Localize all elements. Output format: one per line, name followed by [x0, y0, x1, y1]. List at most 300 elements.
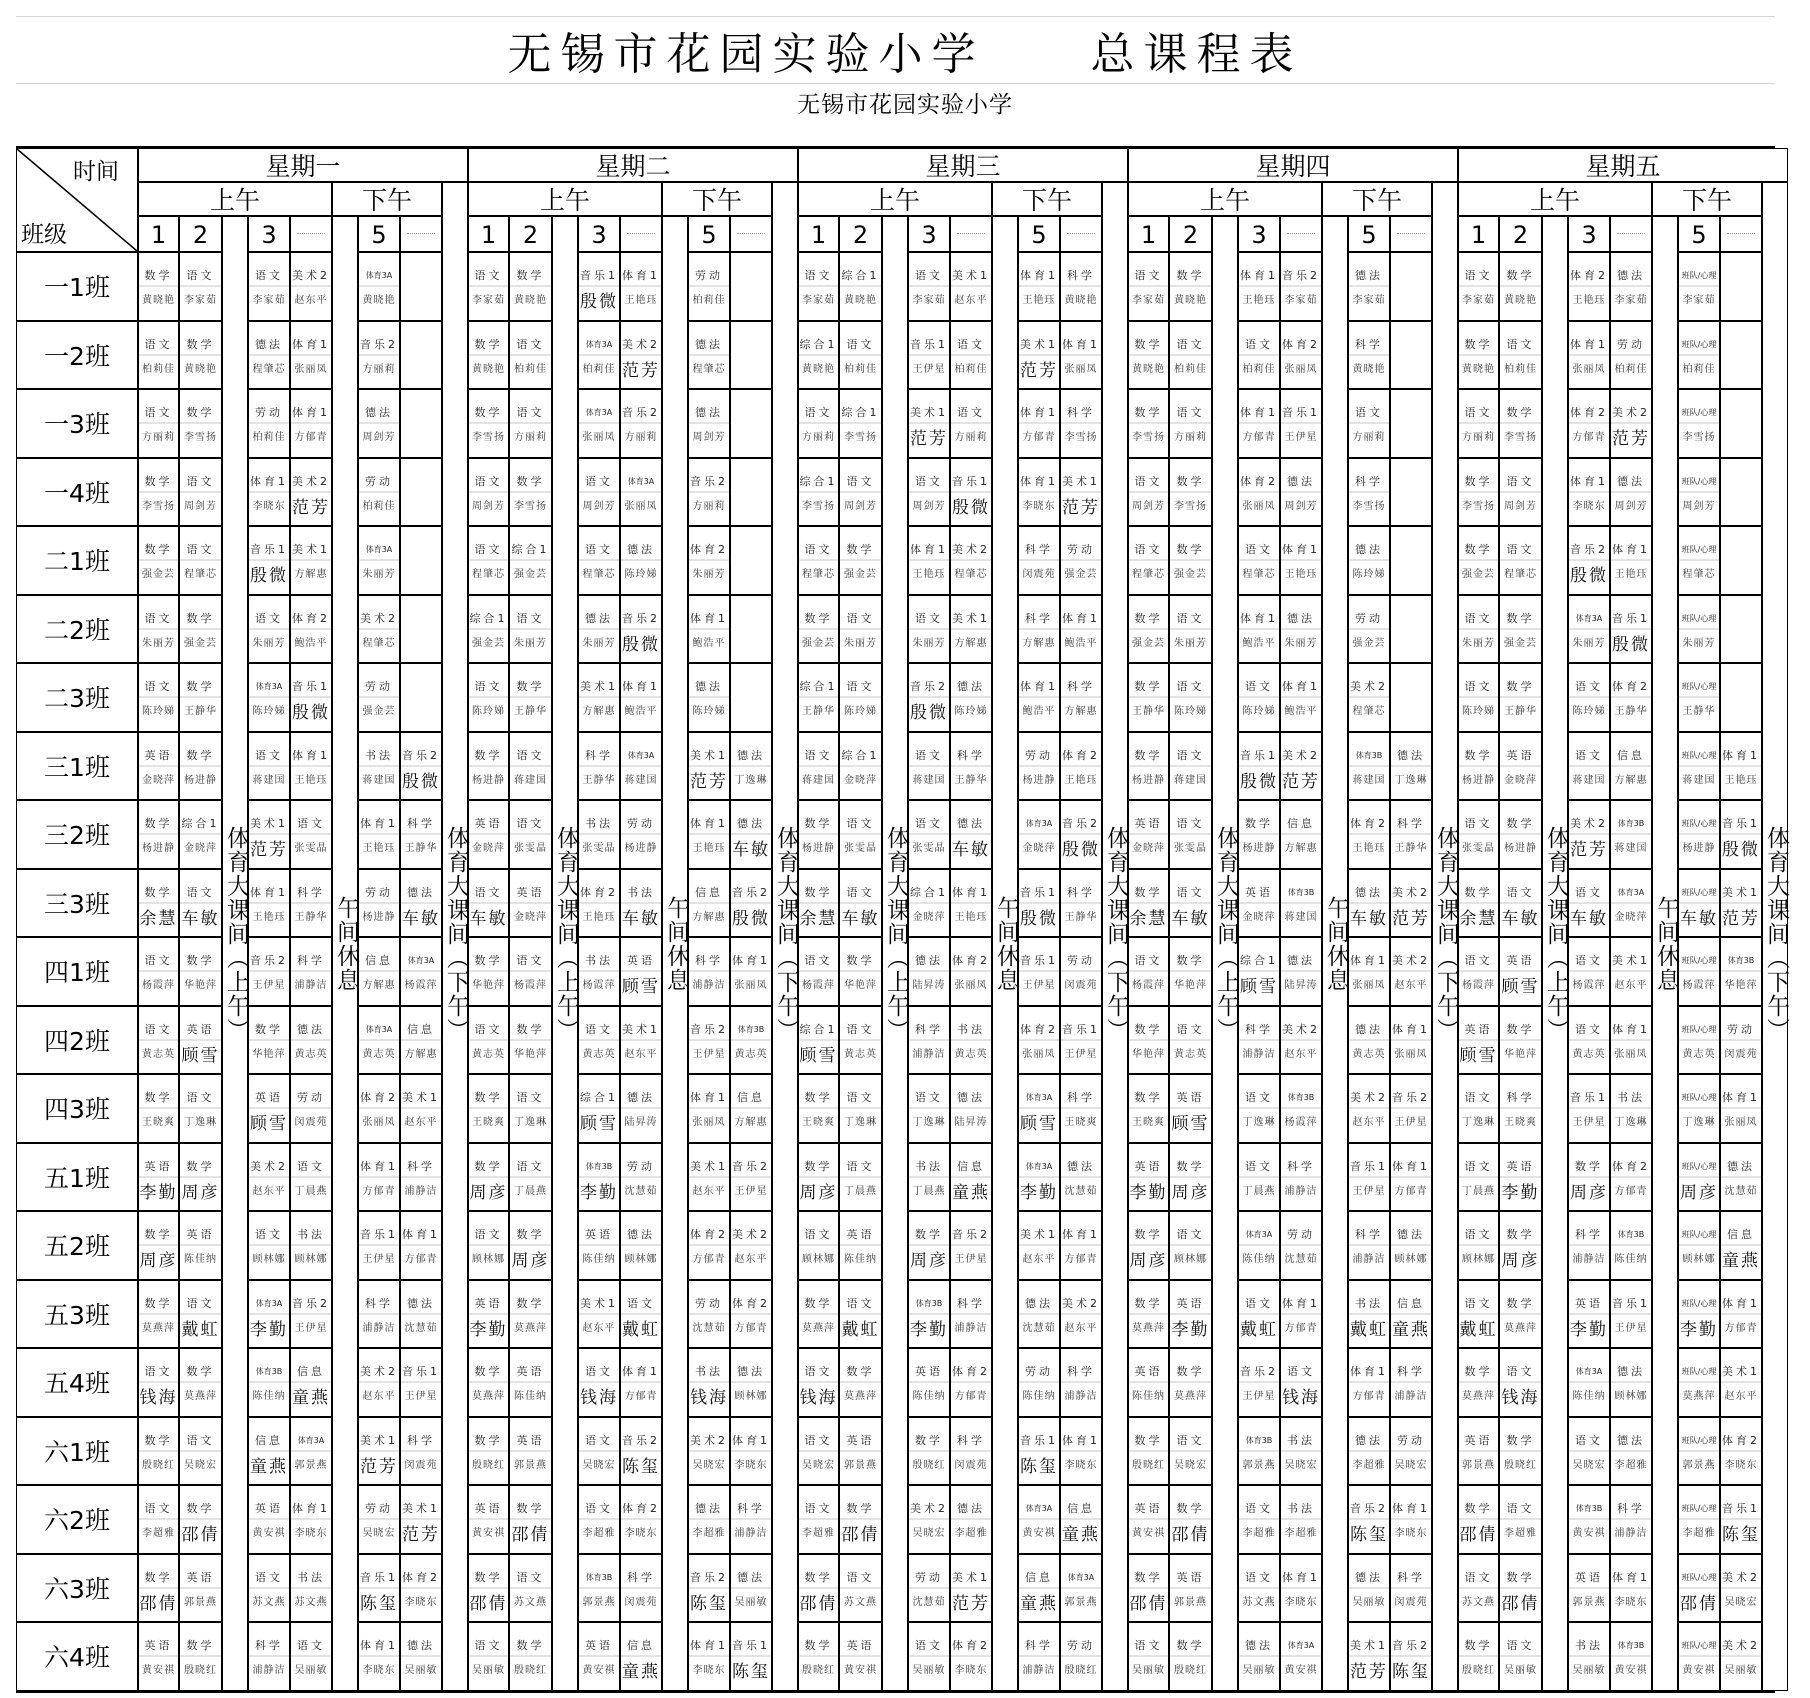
lesson-teacher: 王静华	[1394, 843, 1428, 854]
cell-divider	[1500, 422, 1541, 424]
lesson-teacher: 张丽凤	[1284, 363, 1318, 375]
lesson-cell	[1128, 595, 1169, 664]
lesson-cell	[290, 595, 332, 664]
lesson-cell	[1720, 1417, 1762, 1486]
lesson-teacher: 黄志英	[362, 1048, 396, 1060]
lesson-teacher: 蒋建国	[514, 774, 547, 786]
cell-divider	[401, 1107, 441, 1109]
lesson-teacher: 杨进静	[1682, 843, 1716, 854]
lesson-subject: 数学	[255, 1022, 283, 1036]
cell-divider	[840, 1244, 881, 1246]
lesson-subject: 美术1	[952, 1570, 990, 1584]
lesson-subject: 语文	[186, 1296, 215, 1310]
lesson-cell	[950, 389, 992, 458]
lesson-subject: 语文	[1355, 406, 1383, 419]
lesson-cell	[1720, 1485, 1762, 1554]
lesson-teacher: 范芳	[690, 771, 728, 792]
cell-divider	[579, 970, 619, 972]
lesson-subject: 语文	[804, 269, 833, 282]
lesson-teacher: 陈玲娣	[954, 706, 988, 717]
lesson-subject: 数学	[1134, 1228, 1163, 1241]
cell-divider	[1170, 833, 1211, 835]
lesson-subject: 语文	[516, 1159, 545, 1173]
lesson-subject: 数学	[186, 611, 215, 625]
lesson-cell	[578, 732, 620, 801]
lesson-subject: 书法	[297, 1228, 325, 1241]
lesson-cell	[1678, 1143, 1720, 1212]
lesson-teacher: 黄志英	[1352, 1048, 1386, 1060]
lesson-subject: 德法	[1287, 954, 1315, 967]
lesson-cell	[179, 1622, 222, 1691]
lesson-teacher: 车敏	[732, 840, 770, 860]
lesson-cell	[179, 595, 222, 664]
lesson-subject: 语文	[297, 1159, 325, 1173]
lesson-subject: 体育1	[250, 474, 288, 488]
lesson-cell	[1169, 1280, 1212, 1349]
lesson-teacher: 方解惠	[404, 1048, 438, 1060]
lesson-subject: 数学	[474, 1365, 503, 1378]
lesson-teacher: 吴晓宏	[1572, 1459, 1606, 1471]
lesson-teacher: 柏莉佳	[582, 363, 616, 375]
lesson-teacher: 方郁青	[1022, 432, 1056, 443]
lesson-cell	[1280, 1143, 1322, 1212]
cell-divider	[689, 1039, 729, 1041]
lesson-subject: 数学	[804, 817, 833, 830]
lesson-teacher: 车敏	[1501, 908, 1540, 929]
lesson-cell	[1458, 1211, 1499, 1280]
lesson-subject: 数学	[186, 954, 215, 967]
lesson-teacher: 童燕	[1062, 1525, 1100, 1545]
lesson-cell	[730, 869, 772, 938]
lesson-teacher: 黄晓艳	[1174, 295, 1207, 306]
lesson-cell	[138, 1143, 179, 1212]
lesson-cell	[138, 252, 179, 321]
lesson-cell	[950, 595, 992, 664]
lesson-teacher: 王伊星	[1064, 1048, 1098, 1060]
cell-divider	[840, 1039, 881, 1041]
lesson-teacher: 邵倩	[841, 1525, 880, 1545]
day-header-3: 星期三	[798, 148, 1128, 182]
lesson-cell	[1238, 321, 1280, 390]
lesson-subject: 美术2	[292, 269, 330, 282]
lesson-cell	[1458, 1622, 1499, 1691]
lesson-cell	[1060, 1006, 1102, 1075]
cell-divider	[909, 354, 949, 356]
lesson-subject: 美术2	[1062, 1296, 1100, 1310]
lesson-cell	[1238, 526, 1280, 595]
lesson-cell	[578, 1348, 620, 1417]
cell-divider	[401, 1244, 441, 1246]
lesson-teacher: 戴虹	[1350, 1319, 1388, 1340]
lesson-teacher: 莫燕萍	[1174, 1391, 1207, 1402]
lesson-cell	[1238, 1417, 1280, 1486]
lesson-teacher: 范芳	[292, 497, 330, 518]
lesson-teacher: 柏莉佳	[1682, 363, 1716, 375]
period-header-5: 5	[1678, 216, 1720, 252]
lesson-subject: 数学	[474, 337, 503, 351]
lesson-teacher: 浦静洁	[1614, 1528, 1648, 1539]
lesson-cell	[1238, 1622, 1280, 1691]
cell-divider	[1019, 559, 1059, 561]
lesson-cell	[1568, 1280, 1610, 1349]
lesson-teacher: 李超雅	[1504, 1528, 1537, 1539]
lesson-teacher: 黄晓艳	[1132, 363, 1165, 375]
lesson-cell	[138, 1485, 179, 1554]
cell-divider	[951, 354, 991, 356]
lesson-subject: 班队/心理	[1681, 1093, 1717, 1102]
lesson-teacher: 程肇芯	[1132, 569, 1165, 580]
lesson-cell	[798, 1622, 839, 1691]
cell-divider	[1170, 765, 1211, 767]
class-label: 五2班	[16, 1211, 138, 1280]
lesson-subject: 综合1	[1240, 954, 1278, 967]
lesson-teacher: 吴晓宏	[1724, 1596, 1758, 1608]
lesson-subject: 科学	[957, 748, 985, 762]
cell-divider	[469, 1381, 508, 1383]
blank-period-placeholder	[1617, 233, 1645, 234]
lesson-teacher: 浦静洁	[1064, 1391, 1098, 1402]
lesson-teacher: 顾林娜	[734, 1391, 768, 1402]
lesson-subject: 班队/心理	[1681, 476, 1717, 486]
lesson-cell	[400, 1622, 442, 1691]
cell-divider	[689, 491, 729, 493]
lesson-subject: 音乐1	[732, 1639, 770, 1652]
cell-divider	[621, 1039, 661, 1041]
lesson-teacher: 杨进静	[1022, 774, 1056, 786]
lesson-subject: 语文	[804, 543, 833, 556]
lesson-subject: 语文	[474, 474, 503, 488]
lesson-subject: 音乐2	[910, 680, 948, 693]
lesson-subject: 美术2	[910, 1502, 948, 1515]
cell-divider	[840, 970, 881, 972]
afternoon-break-label: 体育大课间（下午）	[1103, 826, 1129, 1042]
cell-divider	[180, 1587, 221, 1589]
cell-divider	[1679, 1039, 1719, 1041]
cell-divider	[1721, 1587, 1761, 1589]
lesson-subject: 语文	[915, 474, 943, 488]
lesson-cell	[509, 800, 552, 869]
lesson-subject: 语文	[1464, 680, 1493, 693]
lesson-cell	[1128, 1143, 1169, 1212]
lesson-cell	[468, 595, 509, 664]
lesson-teacher: 柏莉佳	[142, 363, 175, 375]
lesson-teacher: 李雪扬	[1462, 500, 1495, 512]
lesson-cell	[908, 937, 950, 1006]
lesson-subject: 体育3A	[1245, 1230, 1273, 1239]
cell-divider	[1281, 559, 1321, 561]
cell-divider	[579, 1039, 619, 1041]
lesson-cell	[578, 1280, 620, 1349]
cell-divider	[1611, 559, 1651, 561]
lesson-teacher: 殷微	[952, 497, 990, 518]
lesson-cell	[688, 1280, 730, 1349]
lesson-teacher: 强金芸	[844, 569, 877, 580]
lesson-teacher: 方郁青	[1242, 432, 1276, 443]
lesson-teacher: 金晓萍	[1614, 911, 1648, 923]
lesson-cell	[1280, 595, 1322, 664]
lesson-subject: 语文	[1134, 269, 1163, 282]
lesson-cell	[730, 1074, 772, 1143]
lesson-teacher: 吴晓宏	[692, 1459, 726, 1471]
lesson-teacher: 苏文燕	[1242, 1596, 1276, 1608]
cell-divider	[1129, 1039, 1168, 1041]
lesson-subject: 语文	[297, 817, 325, 830]
lesson-cell	[1280, 252, 1322, 321]
lesson-subject: 语文	[846, 1091, 875, 1104]
lesson-cell	[1678, 800, 1720, 869]
morning-header: 上午	[798, 182, 992, 216]
lesson-cell	[620, 526, 662, 595]
lesson-teacher: 朱丽芳	[362, 569, 396, 580]
lesson-subject: 体育2	[580, 885, 618, 899]
cell-divider	[909, 1587, 949, 1589]
lesson-teacher: 陈玺	[732, 1662, 770, 1682]
period-header-3: 3	[1568, 216, 1610, 252]
lesson-cell	[400, 1417, 442, 1486]
lesson-subject: 语文	[1176, 680, 1205, 693]
lesson-cell	[908, 663, 950, 732]
lesson-teacher: 丁逸琳	[912, 1117, 946, 1128]
lesson-cell	[950, 1074, 992, 1143]
lesson-subject: 科学	[1025, 543, 1053, 556]
lesson-cell	[688, 1143, 730, 1212]
lesson-teacher: 杨霞萍	[1284, 1117, 1318, 1128]
lesson-subject: 数学	[516, 1228, 545, 1241]
lesson-cell	[1458, 252, 1499, 321]
lesson-teacher: 顾林娜	[1682, 1254, 1716, 1265]
lesson-cell	[1678, 1417, 1720, 1486]
cell-divider	[249, 354, 289, 356]
lesson-teacher: 沈慧茹	[692, 1322, 726, 1334]
lesson-subject: 德法	[737, 817, 765, 830]
lesson-cell	[1169, 800, 1212, 869]
cell-divider	[1281, 696, 1321, 698]
period-header-5: 5	[1348, 216, 1390, 252]
lesson-cell	[509, 458, 552, 527]
cell-divider	[1019, 970, 1059, 972]
lesson-subject: 语文	[255, 269, 283, 282]
lesson-cell	[138, 526, 179, 595]
cell-divider	[1019, 285, 1059, 287]
lesson-teacher: 顾雪	[181, 1045, 220, 1066]
lesson-subject: 英语	[1464, 1433, 1493, 1447]
cell-divider	[1349, 833, 1389, 835]
lesson-cell	[839, 937, 882, 1006]
lesson-teacher: 邵倩	[1459, 1525, 1498, 1545]
lesson-subject: 体育2	[952, 1365, 990, 1378]
cell-divider	[1281, 833, 1321, 835]
lesson-teacher: 周剑芳	[472, 500, 505, 512]
lesson-subject: 数学	[1464, 474, 1493, 488]
lesson-teacher: 黄志英	[142, 1048, 175, 1060]
lesson-teacher: 金晓萍	[844, 774, 877, 786]
cell-divider	[1721, 1381, 1761, 1383]
cell-divider	[1281, 491, 1321, 493]
class-label: 一2班	[16, 321, 138, 390]
lesson-teacher: 李晓东	[1284, 1596, 1318, 1608]
cell-divider	[359, 1655, 399, 1657]
lesson-cell	[1060, 1348, 1102, 1417]
cell-divider	[1679, 285, 1719, 287]
lesson-cell	[1169, 526, 1212, 595]
lesson-subject: 信息	[407, 1022, 435, 1036]
lesson-subject: 语文	[1245, 680, 1273, 693]
lesson-cell	[468, 1006, 509, 1075]
lesson-subject: 科学	[1067, 680, 1095, 693]
lesson-subject: 德法	[695, 1502, 723, 1515]
lesson-teacher: 方郁青	[1614, 1185, 1648, 1197]
lesson-cell	[179, 321, 222, 390]
lesson-subject: 音乐1	[1282, 406, 1320, 419]
lesson-cell	[1060, 1211, 1102, 1280]
lesson-subject: 体育1	[1612, 543, 1650, 556]
cell-divider	[689, 1244, 729, 1246]
lesson-subject: 书法	[1355, 1296, 1383, 1310]
lesson-subject: 数学	[1176, 474, 1205, 488]
lesson-subject: 劳动	[695, 1296, 723, 1310]
lesson-subject: 数学	[1506, 1228, 1535, 1241]
lesson-teacher: 范芳	[1392, 908, 1430, 929]
lesson-subject: 班队/心理	[1681, 1435, 1717, 1445]
lesson-teacher: 吴晓宏	[1284, 1459, 1318, 1471]
lesson-subject: 语文	[1575, 680, 1603, 693]
lesson-cell	[400, 252, 442, 321]
period-header-3: 3	[248, 216, 290, 252]
cell-divider	[1611, 1587, 1651, 1589]
lesson-subject: 信息	[957, 1159, 985, 1173]
cell-divider	[951, 1518, 991, 1520]
lesson-subject: 科学	[737, 1502, 765, 1515]
lesson-subject: 科学	[1245, 1022, 1273, 1036]
cell-divider	[1679, 1244, 1719, 1246]
lesson-teacher: 金晓萍	[1504, 774, 1537, 786]
lesson-cell	[908, 1622, 950, 1691]
cell-divider	[1061, 765, 1101, 767]
lesson-subject: 综合1	[841, 748, 880, 762]
lesson-teacher: 方郁青	[954, 1391, 988, 1402]
lesson-subject: 德法	[695, 680, 723, 693]
lesson-subject: 数学	[1134, 1433, 1163, 1447]
noon-break-label: 午间休息	[1653, 896, 1679, 992]
lesson-teacher: 张丽凤	[362, 1117, 396, 1128]
cell-divider	[249, 765, 289, 767]
cell-divider	[249, 1518, 289, 1520]
lesson-subject: 语文	[1506, 474, 1535, 488]
lesson-cell	[1678, 937, 1720, 1006]
top-rule	[16, 16, 1775, 17]
lesson-teacher: 沈慧茹	[1022, 1322, 1056, 1334]
lesson-subject: 德法	[1397, 1228, 1425, 1241]
lesson-teacher: 莫燕萍	[472, 1391, 505, 1402]
cell-divider	[799, 285, 838, 287]
lesson-cell	[1348, 458, 1390, 527]
cell-divider	[1239, 833, 1279, 835]
lesson-teacher: 殷晓红	[184, 1665, 217, 1676]
lesson-teacher: 莫燕萍	[1504, 1322, 1537, 1334]
lesson-teacher: 莫燕萍	[184, 1391, 217, 1402]
lesson-cell	[468, 800, 509, 869]
lesson-cell	[1169, 1622, 1212, 1691]
lesson-teacher: 鲍浩平	[1022, 706, 1056, 717]
lesson-subject: 英语	[516, 885, 545, 899]
lesson-teacher: 殷微	[402, 771, 440, 792]
lesson-cell	[1128, 321, 1169, 390]
lesson-subject: 语文	[474, 269, 503, 282]
lesson-cell	[358, 732, 400, 801]
cell-divider	[951, 1039, 991, 1041]
lesson-cell	[400, 1348, 442, 1417]
lesson-subject: 劳动	[365, 1502, 393, 1515]
lesson-teacher: 黄晓艳	[1504, 295, 1537, 306]
lesson-cell	[248, 869, 290, 938]
lesson-teacher: 杨霞萍	[582, 980, 616, 991]
lesson-subject: 综合1	[910, 885, 948, 899]
lesson-teacher: 强金芸	[1174, 569, 1207, 580]
lesson-teacher: 殷晓红	[1504, 1459, 1537, 1471]
lesson-teacher: 郭景燕	[844, 1459, 877, 1471]
lesson-cell	[620, 937, 662, 1006]
cell-divider	[1061, 1655, 1101, 1657]
lesson-subject: 数学	[846, 954, 875, 967]
lesson-cell	[1128, 1417, 1169, 1486]
lesson-cell	[950, 869, 992, 938]
lesson-subject: 数学	[1245, 817, 1273, 830]
cell-divider	[909, 491, 949, 493]
cell-divider	[1349, 559, 1389, 561]
cell-divider	[1500, 354, 1541, 356]
cell-divider	[731, 1450, 771, 1452]
lesson-subject: 班队/心理	[1681, 1230, 1717, 1239]
lesson-teacher: 郭景燕	[1064, 1596, 1098, 1608]
lesson-cell	[1018, 937, 1060, 1006]
lesson-teacher: 王艳珏	[954, 911, 988, 923]
lesson-teacher: 李晓东	[1394, 1528, 1428, 1539]
lesson-subject: 体育1	[622, 680, 660, 693]
lesson-subject: 德法	[957, 817, 985, 830]
lesson-teacher: 李超雅	[142, 1528, 175, 1539]
lesson-teacher: 黄安祺	[472, 1528, 505, 1539]
lesson-subject: 语文	[186, 474, 215, 488]
lesson-subject: 数学	[1464, 748, 1493, 762]
lesson-cell	[1128, 663, 1169, 732]
lesson-teacher: 张丽凤	[1394, 1048, 1428, 1060]
lesson-cell	[248, 1348, 290, 1417]
lesson-teacher: 戴虹	[841, 1319, 880, 1340]
cell-divider	[1459, 559, 1498, 561]
lesson-cell	[1238, 1348, 1280, 1417]
lesson-subject: 语文	[1464, 817, 1493, 830]
lesson-teacher: 黄安祺	[252, 1528, 286, 1539]
lesson-subject: 语文	[1245, 1502, 1273, 1515]
lesson-teacher: 方丽莉	[1352, 432, 1386, 443]
lesson-cell	[1018, 458, 1060, 527]
lesson-teacher: 邵倩	[799, 1593, 838, 1614]
lesson-cell	[1720, 458, 1762, 527]
lesson-subject: 体育1	[250, 885, 288, 899]
lesson-subject: 数学	[1464, 1502, 1493, 1515]
lesson-teacher: 童燕	[1722, 1251, 1760, 1271]
lesson-teacher: 顾林娜	[802, 1254, 835, 1265]
lesson-subject: 体育1	[1282, 1296, 1320, 1310]
class-label: 五3班	[16, 1280, 138, 1349]
lesson-subject: 科学	[1067, 1091, 1095, 1104]
lesson-cell	[688, 937, 730, 1006]
lesson-subject: 体育3A	[1575, 613, 1603, 623]
cell-divider	[401, 833, 441, 835]
cell-divider	[1569, 285, 1609, 287]
lesson-subject: 体育3B	[255, 1367, 283, 1376]
lesson-cell	[1390, 458, 1432, 527]
